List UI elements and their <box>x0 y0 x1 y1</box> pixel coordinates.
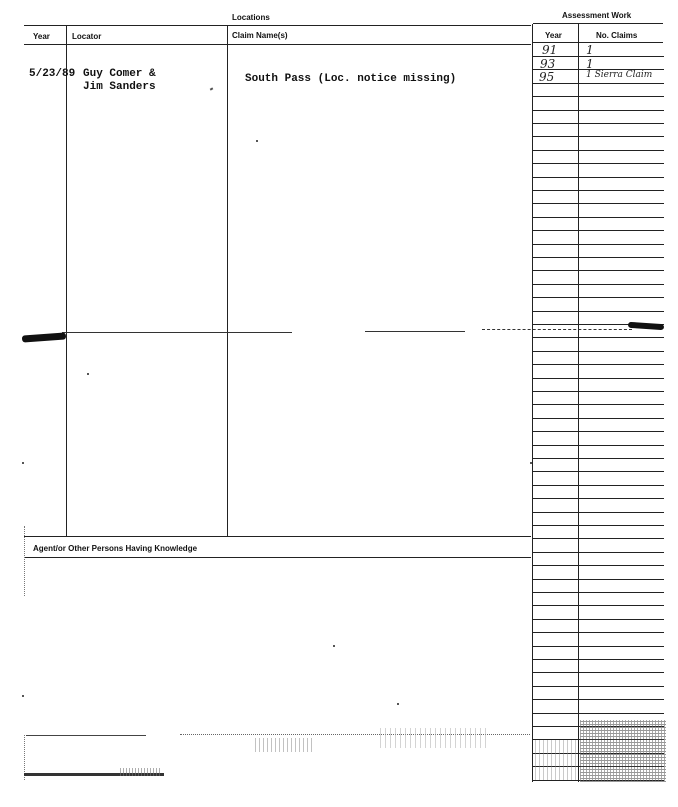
claim-names-column-header: Claim Name(s) <box>232 31 288 40</box>
left-marker-stroke <box>22 332 66 342</box>
top-rule <box>24 25 531 26</box>
aw-ruled-row <box>533 217 664 218</box>
agent-header-rule <box>24 557 531 558</box>
speck <box>87 373 89 375</box>
assessment-work-header: Assessment Work <box>562 11 632 20</box>
aw-ruled-row <box>533 605 664 606</box>
aw-ruled-row <box>533 686 664 687</box>
aw-ruled-row <box>533 163 664 164</box>
entry-claim-name: South Pass (Loc. notice missing) <box>245 73 457 85</box>
scan-noise <box>255 738 315 752</box>
aw-claims-1: 1 <box>586 43 594 57</box>
aw-ruled-row <box>533 96 664 97</box>
lower-rule-left <box>26 735 146 736</box>
speck <box>256 140 258 142</box>
speck <box>22 695 24 697</box>
aw-ruled-row <box>533 337 664 338</box>
mid-rule-center <box>365 331 465 332</box>
aw-top-rule <box>533 23 663 24</box>
aw-ruled-row <box>533 538 664 539</box>
assessment-left-divider <box>532 24 533 782</box>
assessment-mid-divider <box>578 24 579 782</box>
aw-no-claims-column-header: No. Claims <box>596 31 638 40</box>
mid-rule-left <box>62 332 292 333</box>
aw-ruled-row <box>533 297 664 298</box>
aw-ruled-row <box>533 552 664 553</box>
scan-noise <box>380 728 490 748</box>
aw-ruled-row <box>533 351 664 352</box>
locator-column-header: Locator <box>72 32 102 41</box>
aw-ruled-row <box>533 110 664 111</box>
aw-ruled-row <box>533 445 664 446</box>
locations-header: Locations <box>232 13 270 22</box>
speck <box>22 462 24 464</box>
aw-ruled-row <box>533 136 664 137</box>
entry-date: 5/23/89 <box>29 68 76 80</box>
right-marker-stroke <box>628 322 664 330</box>
header-rule <box>24 44 531 45</box>
aw-ruled-row <box>533 257 664 258</box>
aw-year-3: 95 <box>539 70 555 84</box>
agent-section-header: Agent/or Other Persons Having Knowledge <box>33 544 198 553</box>
aw-ruled-row <box>533 579 664 580</box>
speck <box>333 645 335 647</box>
speck <box>530 462 532 464</box>
aw-ruled-row <box>533 123 664 124</box>
aw-ruled-row <box>533 471 664 472</box>
entry-locator-line2: Jim Sanders <box>83 81 156 93</box>
aw-ruled-row <box>533 619 664 620</box>
aw-ruled-row <box>533 364 664 365</box>
scan-noise <box>535 740 579 780</box>
mid-rule-right <box>482 329 632 330</box>
locator-claim-divider <box>227 26 228 536</box>
year-column-header: Year <box>33 32 50 41</box>
speck <box>397 703 399 705</box>
aw-ruled-row <box>533 244 664 245</box>
aw-ruled-row <box>533 378 664 379</box>
aw-ruled-row <box>533 150 664 151</box>
aw-ruled-row <box>533 404 664 405</box>
aw-claims-3: 1 Sierra Claim <box>586 70 653 80</box>
aw-ruled-row <box>533 190 664 191</box>
aw-year-1: 91 <box>542 43 558 57</box>
aw-ruled-row <box>533 230 664 231</box>
aw-ruled-row <box>533 458 664 459</box>
locations-bottom-rule <box>24 536 531 537</box>
aw-ruled-row <box>533 431 664 432</box>
aw-ruled-row <box>533 311 664 312</box>
aw-ruled-row <box>533 672 664 673</box>
speck <box>210 87 214 90</box>
aw-ruled-row <box>533 203 664 204</box>
aw-ruled-row <box>533 565 664 566</box>
scan-noise <box>120 768 160 776</box>
aw-ruled-row <box>533 646 664 647</box>
aw-ruled-row <box>533 632 664 633</box>
aw-claims-2: 1 <box>586 57 594 71</box>
aw-ruled-row <box>533 659 664 660</box>
aw-ruled-row <box>533 699 664 700</box>
aw-ruled-row <box>533 270 664 271</box>
entry-locator-line1: Guy Comer & <box>83 68 156 80</box>
aw-ruled-row <box>533 391 664 392</box>
aw-ruled-row <box>533 525 664 526</box>
aw-ruled-row <box>533 284 664 285</box>
aw-year-2: 93 <box>540 57 556 71</box>
aw-ruled-row <box>533 418 664 419</box>
aw-ruled-row <box>533 512 664 513</box>
year-locator-divider <box>66 26 67 536</box>
scan-noise-block <box>580 720 666 782</box>
aw-year-column-header: Year <box>545 31 562 40</box>
left-edge-ticks <box>24 526 25 596</box>
aw-ruled-row <box>533 177 664 178</box>
aw-ruled-row <box>533 498 664 499</box>
aw-ruled-row <box>533 592 664 593</box>
aw-ruled-row <box>533 713 664 714</box>
aw-ruled-row <box>533 485 664 486</box>
